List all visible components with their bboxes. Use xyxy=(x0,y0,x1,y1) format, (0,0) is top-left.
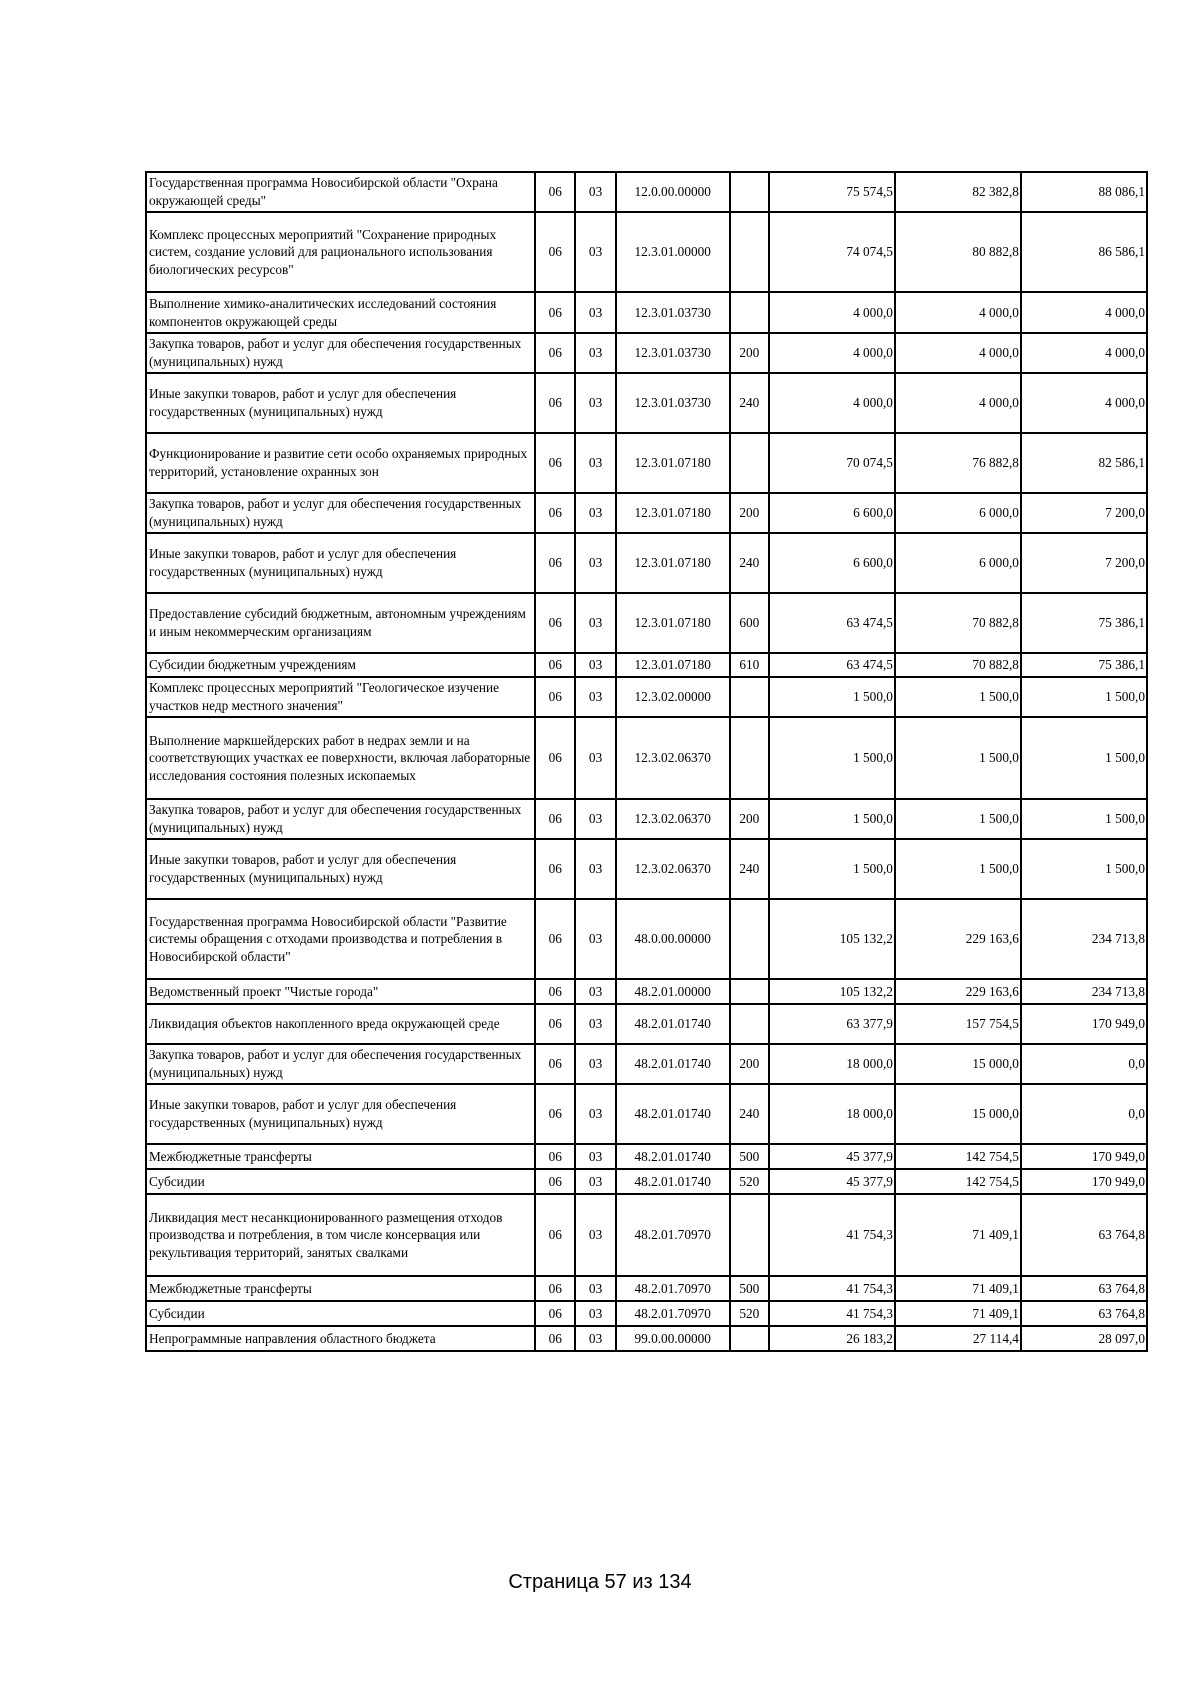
cell-amount-year3: 234 713,8 xyxy=(1021,979,1147,1004)
cell-amount-year2: 71 409,1 xyxy=(895,1301,1021,1326)
cell-amount-year2: 71 409,1 xyxy=(895,1194,1021,1276)
cell-amount-year2: 6 000,0 xyxy=(895,493,1021,533)
cell-expense-type xyxy=(730,433,769,493)
cell-section: 06 xyxy=(535,1084,575,1144)
cell-target-article: 48.2.01.01740 xyxy=(616,1169,730,1194)
cell-target-article: 12.3.01.03730 xyxy=(616,373,730,433)
cell-expense-type: 610 xyxy=(730,653,769,677)
cell-section: 06 xyxy=(535,979,575,1004)
row-name: Функционирование и развитие сети особо охраняемых природных территорий, установление охранных зон xyxy=(146,433,535,493)
cell-subsection: 03 xyxy=(575,172,615,212)
cell-subsection: 03 xyxy=(575,677,615,717)
cell-amount-year3: 0,0 xyxy=(1021,1084,1147,1144)
row-name: Межбюджетные трансферты xyxy=(146,1276,535,1301)
row-name: Иные закупки товаров, работ и услуг для обеспечения государственных (муниципальных) нужд xyxy=(146,373,535,433)
cell-subsection: 03 xyxy=(575,653,615,677)
cell-amount-year1: 6 600,0 xyxy=(769,533,895,593)
cell-amount-year1: 1 500,0 xyxy=(769,799,895,839)
cell-target-article: 48.2.01.01740 xyxy=(616,1044,730,1084)
cell-amount-year3: 75 386,1 xyxy=(1021,653,1147,677)
cell-section: 06 xyxy=(535,373,575,433)
cell-subsection: 03 xyxy=(575,1326,615,1351)
cell-amount-year2: 1 500,0 xyxy=(895,717,1021,799)
row-name: Субсидии бюджетным учреждениям xyxy=(146,653,535,677)
cell-target-article: 12.3.01.03730 xyxy=(616,292,730,333)
cell-amount-year1: 45 377,9 xyxy=(769,1144,895,1169)
cell-amount-year1: 41 754,3 xyxy=(769,1301,895,1326)
cell-target-article: 48.2.01.70970 xyxy=(616,1301,730,1326)
cell-amount-year3: 1 500,0 xyxy=(1021,839,1147,899)
page-number: Страница 57 из 134 xyxy=(508,1571,692,1593)
cell-section: 06 xyxy=(535,677,575,717)
cell-target-article: 12.3.02.06370 xyxy=(616,717,730,799)
cell-subsection: 03 xyxy=(575,1276,615,1301)
cell-subsection: 03 xyxy=(575,899,615,979)
cell-amount-year1: 41 754,3 xyxy=(769,1194,895,1276)
cell-expense-type: 200 xyxy=(730,333,769,373)
cell-section: 06 xyxy=(535,333,575,373)
cell-section: 06 xyxy=(535,1326,575,1351)
cell-section: 06 xyxy=(535,1301,575,1326)
cell-amount-year3: 7 200,0 xyxy=(1021,493,1147,533)
cell-subsection: 03 xyxy=(575,212,615,292)
cell-subsection: 03 xyxy=(575,533,615,593)
cell-target-article: 12.0.00.00000 xyxy=(616,172,730,212)
row-name: Иные закупки товаров, работ и услуг для обеспечения государственных (муниципальных) нужд xyxy=(146,1084,535,1144)
cell-amount-year1: 45 377,9 xyxy=(769,1169,895,1194)
row-name: Комплекс процессных мероприятий "Сохранение природных систем, создание условий для рационального использования биологических ресурсов" xyxy=(146,212,535,292)
cell-target-article: 12.3.01.07180 xyxy=(616,533,730,593)
cell-target-article: 12.3.01.07180 xyxy=(616,653,730,677)
cell-target-article: 48.2.01.70970 xyxy=(616,1276,730,1301)
cell-amount-year1: 70 074,5 xyxy=(769,433,895,493)
cell-section: 06 xyxy=(535,839,575,899)
cell-amount-year1: 63 474,5 xyxy=(769,593,895,653)
cell-target-article: 12.3.01.07180 xyxy=(616,433,730,493)
cell-subsection: 03 xyxy=(575,433,615,493)
cell-target-article: 48.2.01.01740 xyxy=(616,1084,730,1144)
cell-amount-year1: 74 074,5 xyxy=(769,212,895,292)
row-name: Комплекс процессных мероприятий "Геологическое изучение участков недр местного значения" xyxy=(146,677,535,717)
table-row xyxy=(146,799,1147,839)
cell-target-article: 48.2.01.01740 xyxy=(616,1144,730,1169)
cell-amount-year2: 80 882,8 xyxy=(895,212,1021,292)
cell-amount-year3: 4 000,0 xyxy=(1021,292,1147,333)
cell-amount-year1: 4 000,0 xyxy=(769,292,895,333)
cell-amount-year2: 142 754,5 xyxy=(895,1169,1021,1194)
cell-subsection: 03 xyxy=(575,493,615,533)
row-name: Межбюджетные трансферты xyxy=(146,1144,535,1169)
cell-expense-type xyxy=(730,1194,769,1276)
cell-amount-year3: 234 713,8 xyxy=(1021,899,1147,979)
table-row xyxy=(146,653,1147,677)
row-name: Закупка товаров, работ и услуг для обеспечения государственных (муниципальных) нужд xyxy=(146,333,535,373)
cell-subsection: 03 xyxy=(575,1084,615,1144)
cell-amount-year3: 4 000,0 xyxy=(1021,373,1147,433)
cell-amount-year2: 15 000,0 xyxy=(895,1084,1021,1144)
cell-target-article: 12.3.02.06370 xyxy=(616,799,730,839)
cell-subsection: 03 xyxy=(575,1301,615,1326)
table-row xyxy=(146,373,1147,433)
table-row xyxy=(146,1276,1147,1301)
cell-amount-year3: 0,0 xyxy=(1021,1044,1147,1084)
cell-section: 06 xyxy=(535,1276,575,1301)
cell-subsection: 03 xyxy=(575,593,615,653)
cell-expense-type: 520 xyxy=(730,1301,769,1326)
cell-amount-year1: 4 000,0 xyxy=(769,373,895,433)
cell-subsection: 03 xyxy=(575,1044,615,1084)
row-name: Ликвидация объектов накопленного вреда окружающей среде xyxy=(146,1004,535,1044)
table-row xyxy=(146,1326,1147,1351)
cell-amount-year3: 75 386,1 xyxy=(1021,593,1147,653)
cell-amount-year2: 4 000,0 xyxy=(895,373,1021,433)
cell-section: 06 xyxy=(535,493,575,533)
table-row xyxy=(146,1194,1147,1276)
cell-amount-year3: 86 586,1 xyxy=(1021,212,1147,292)
cell-amount-year2: 1 500,0 xyxy=(895,677,1021,717)
row-name: Предоставление субсидий бюджетным, автономным учреждениям и иным некоммерческим организациям xyxy=(146,593,535,653)
cell-amount-year3: 88 086,1 xyxy=(1021,172,1147,212)
cell-section: 06 xyxy=(535,593,575,653)
cell-subsection: 03 xyxy=(575,1004,615,1044)
cell-section: 06 xyxy=(535,799,575,839)
cell-amount-year1: 1 500,0 xyxy=(769,839,895,899)
cell-section: 06 xyxy=(535,717,575,799)
row-name: Закупка товаров, работ и услуг для обеспечения государственных (муниципальных) нужд xyxy=(146,493,535,533)
cell-amount-year3: 1 500,0 xyxy=(1021,717,1147,799)
cell-amount-year3: 1 500,0 xyxy=(1021,677,1147,717)
table-row xyxy=(146,677,1147,717)
cell-subsection: 03 xyxy=(575,799,615,839)
row-name: Выполнение химико-аналитических исследований состояния компонентов окружающей среды xyxy=(146,292,535,333)
cell-target-article: 12.3.01.03730 xyxy=(616,333,730,373)
row-name: Выполнение маркшейдерских работ в недрах земли и на соответствующих участках ее поверхности, включая лабораторные исследования состояния полезных ископаемых xyxy=(146,717,535,799)
cell-target-article: 12.3.01.07180 xyxy=(616,593,730,653)
cell-target-article: 12.3.01.00000 xyxy=(616,212,730,292)
cell-target-article: 48.2.01.00000 xyxy=(616,979,730,1004)
table-row xyxy=(146,717,1147,799)
table-row xyxy=(146,1169,1147,1194)
cell-expense-type: 240 xyxy=(730,373,769,433)
cell-expense-type xyxy=(730,717,769,799)
row-name: Иные закупки товаров, работ и услуг для обеспечения государственных (муниципальных) нужд xyxy=(146,533,535,593)
table-row xyxy=(146,533,1147,593)
cell-target-article: 48.0.00.00000 xyxy=(616,899,730,979)
cell-amount-year1: 1 500,0 xyxy=(769,677,895,717)
cell-amount-year3: 82 586,1 xyxy=(1021,433,1147,493)
cell-amount-year1: 4 000,0 xyxy=(769,333,895,373)
cell-subsection: 03 xyxy=(575,1144,615,1169)
cell-amount-year1: 63 474,5 xyxy=(769,653,895,677)
cell-amount-year2: 6 000,0 xyxy=(895,533,1021,593)
cell-section: 06 xyxy=(535,533,575,593)
cell-amount-year3: 170 949,0 xyxy=(1021,1169,1147,1194)
cell-subsection: 03 xyxy=(575,717,615,799)
cell-amount-year2: 70 882,8 xyxy=(895,653,1021,677)
cell-subsection: 03 xyxy=(575,373,615,433)
cell-section: 06 xyxy=(535,1044,575,1084)
cell-expense-type: 240 xyxy=(730,1084,769,1144)
cell-section: 06 xyxy=(535,172,575,212)
table-row xyxy=(146,1144,1147,1169)
cell-section: 06 xyxy=(535,212,575,292)
row-name: Государственная программа Новосибирской области "Охрана окружающей среды" xyxy=(146,172,535,212)
cell-target-article: 48.2.01.70970 xyxy=(616,1194,730,1276)
cell-section: 06 xyxy=(535,433,575,493)
cell-expense-type xyxy=(730,979,769,1004)
cell-amount-year1: 105 132,2 xyxy=(769,899,895,979)
cell-amount-year2: 229 163,6 xyxy=(895,899,1021,979)
cell-amount-year2: 4 000,0 xyxy=(895,333,1021,373)
cell-section: 06 xyxy=(535,1194,575,1276)
cell-subsection: 03 xyxy=(575,1169,615,1194)
row-name: Субсидии xyxy=(146,1301,535,1326)
cell-amount-year1: 75 574,5 xyxy=(769,172,895,212)
table-row xyxy=(146,979,1147,1004)
cell-amount-year1: 18 000,0 xyxy=(769,1044,895,1084)
cell-section: 06 xyxy=(535,1004,575,1044)
cell-expense-type: 200 xyxy=(730,1044,769,1084)
cell-amount-year2: 82 382,8 xyxy=(895,172,1021,212)
budget-table xyxy=(145,171,1148,1352)
cell-amount-year3: 7 200,0 xyxy=(1021,533,1147,593)
table-row xyxy=(146,292,1147,333)
cell-amount-year2: 70 882,8 xyxy=(895,593,1021,653)
cell-amount-year2: 157 754,5 xyxy=(895,1004,1021,1044)
cell-section: 06 xyxy=(535,899,575,979)
cell-amount-year3: 4 000,0 xyxy=(1021,333,1147,373)
table-row xyxy=(146,212,1147,292)
cell-subsection: 03 xyxy=(575,333,615,373)
cell-expense-type: 200 xyxy=(730,493,769,533)
cell-expense-type: 240 xyxy=(730,533,769,593)
cell-subsection: 03 xyxy=(575,1194,615,1276)
cell-amount-year1: 18 000,0 xyxy=(769,1084,895,1144)
cell-expense-type xyxy=(730,212,769,292)
cell-amount-year1: 105 132,2 xyxy=(769,979,895,1004)
table-row xyxy=(146,493,1147,533)
table-row xyxy=(146,593,1147,653)
row-name: Закупка товаров, работ и услуг для обеспечения государственных (муниципальных) нужд xyxy=(146,799,535,839)
cell-amount-year1: 63 377,9 xyxy=(769,1004,895,1044)
row-name: Ликвидация мест несанкционированного размещения отходов производства и потребления, в том числе консервация или рекультивация территорий, занятых свалками xyxy=(146,1194,535,1276)
cell-subsection: 03 xyxy=(575,839,615,899)
table-row xyxy=(146,899,1147,979)
cell-amount-year3: 63 764,8 xyxy=(1021,1276,1147,1301)
cell-amount-year1: 1 500,0 xyxy=(769,717,895,799)
cell-expense-type xyxy=(730,292,769,333)
cell-expense-type: 500 xyxy=(730,1276,769,1301)
row-name: Ведомственный проект "Чистые города" xyxy=(146,979,535,1004)
cell-amount-year2: 76 882,8 xyxy=(895,433,1021,493)
cell-amount-year1: 41 754,3 xyxy=(769,1276,895,1301)
cell-expense-type: 520 xyxy=(730,1169,769,1194)
table-row xyxy=(146,172,1147,212)
cell-expense-type: 500 xyxy=(730,1144,769,1169)
row-name: Непрограммные направления областного бюджета xyxy=(146,1326,535,1351)
cell-section: 06 xyxy=(535,653,575,677)
cell-section: 06 xyxy=(535,1144,575,1169)
cell-amount-year2: 15 000,0 xyxy=(895,1044,1021,1084)
cell-amount-year1: 26 183,2 xyxy=(769,1326,895,1351)
cell-amount-year3: 170 949,0 xyxy=(1021,1004,1147,1044)
cell-target-article: 99.0.00.00000 xyxy=(616,1326,730,1351)
cell-amount-year3: 170 949,0 xyxy=(1021,1144,1147,1169)
cell-amount-year3: 63 764,8 xyxy=(1021,1194,1147,1276)
table-row xyxy=(146,1044,1147,1084)
row-name: Закупка товаров, работ и услуг для обеспечения государственных (муниципальных) нужд xyxy=(146,1044,535,1084)
cell-subsection: 03 xyxy=(575,979,615,1004)
cell-amount-year2: 1 500,0 xyxy=(895,839,1021,899)
cell-section: 06 xyxy=(535,1169,575,1194)
cell-amount-year2: 229 163,6 xyxy=(895,979,1021,1004)
cell-subsection: 03 xyxy=(575,292,615,333)
cell-target-article: 12.3.02.06370 xyxy=(616,839,730,899)
cell-amount-year2: 4 000,0 xyxy=(895,292,1021,333)
cell-expense-type xyxy=(730,1326,769,1351)
cell-expense-type xyxy=(730,172,769,212)
cell-expense-type xyxy=(730,677,769,717)
cell-amount-year2: 71 409,1 xyxy=(895,1276,1021,1301)
cell-amount-year2: 1 500,0 xyxy=(895,799,1021,839)
row-name: Государственная программа Новосибирской области "Развитие системы обращения с отходами производства и потребления в Новосибирской области" xyxy=(146,899,535,979)
cell-target-article: 48.2.01.01740 xyxy=(616,1004,730,1044)
cell-target-article: 12.3.02.00000 xyxy=(616,677,730,717)
cell-expense-type: 600 xyxy=(730,593,769,653)
cell-amount-year2: 27 114,4 xyxy=(895,1326,1021,1351)
table-row xyxy=(146,433,1147,493)
cell-section: 06 xyxy=(535,292,575,333)
cell-expense-type xyxy=(730,899,769,979)
cell-amount-year1: 6 600,0 xyxy=(769,493,895,533)
row-name: Иные закупки товаров, работ и услуг для обеспечения государственных (муниципальных) нужд xyxy=(146,839,535,899)
table-row xyxy=(146,333,1147,373)
cell-amount-year3: 28 097,0 xyxy=(1021,1326,1147,1351)
cell-target-article: 12.3.01.07180 xyxy=(616,493,730,533)
table-row xyxy=(146,839,1147,899)
cell-expense-type: 240 xyxy=(730,839,769,899)
cell-expense-type xyxy=(730,1004,769,1044)
table-row xyxy=(146,1004,1147,1044)
cell-expense-type: 200 xyxy=(730,799,769,839)
cell-amount-year3: 1 500,0 xyxy=(1021,799,1147,839)
cell-amount-year3: 63 764,8 xyxy=(1021,1301,1147,1326)
row-name: Субсидии xyxy=(146,1169,535,1194)
table-row xyxy=(146,1084,1147,1144)
table-row xyxy=(146,1301,1147,1326)
cell-amount-year2: 142 754,5 xyxy=(895,1144,1021,1169)
